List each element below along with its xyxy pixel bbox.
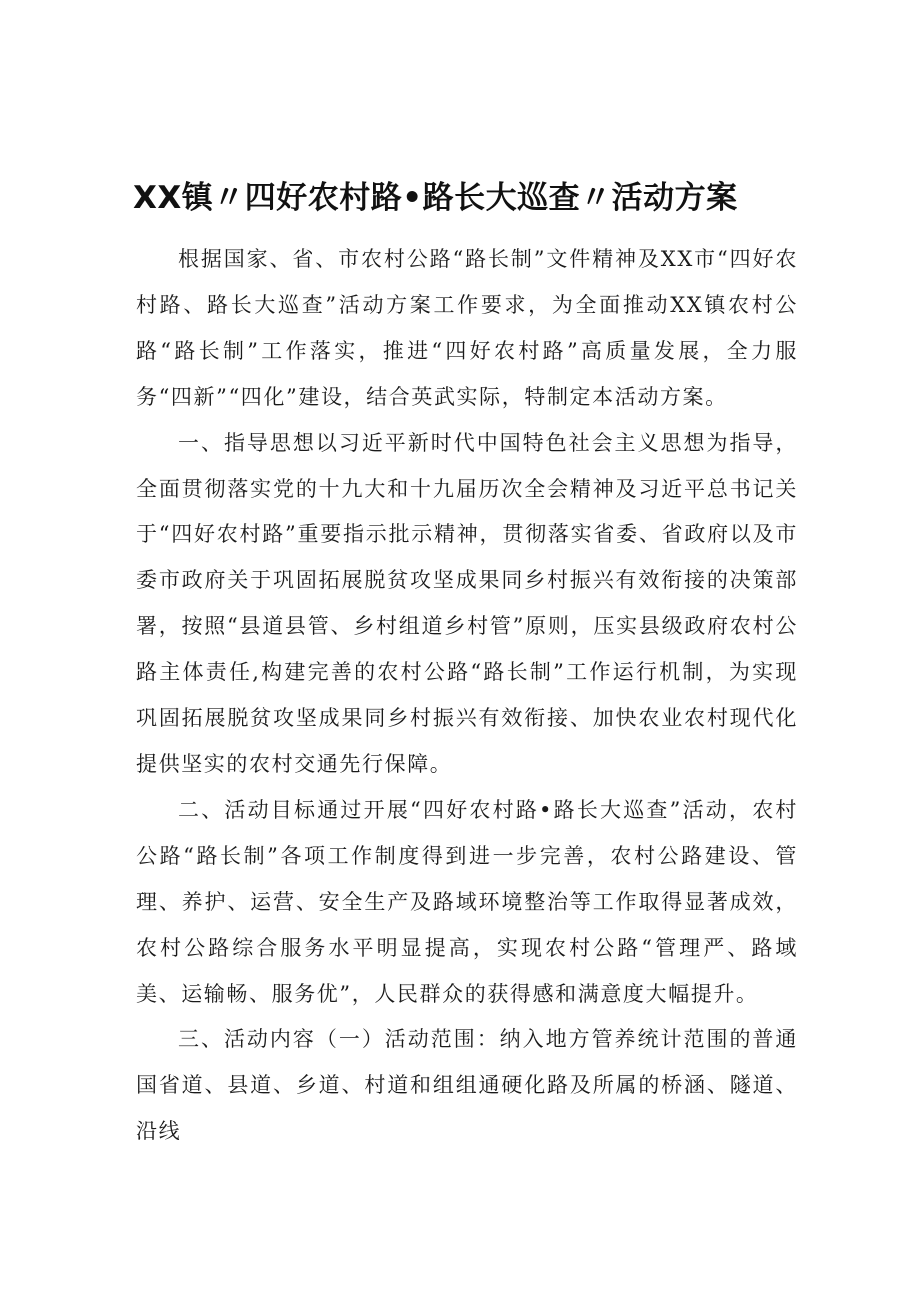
paragraph-activity-content: 三、活动内容（一）活动范围：纳入地方管养统计范围的普通国省道、县道、乡道、村道和组组通硬化路及所属的桥涵、隧道、沿线	[136, 1027, 798, 1144]
paragraph-activity-goals: 二、活动目标通过开展“四好农村路•路长大巡查”活动，农村公路“路长制”各项工作制度得到进一步完善，农村公路建设、管理、养护、运营、安全生产及路域环境整治等工作取得显著成效，农村公路综合服务水平明显提高，实现农村公路“管理严、路域美、运输畅、服务优”，人民群众的获得感和满意度大幅提升。	[136, 797, 798, 1006]
paragraph-intro: 根据国家、省、市农村公路“路长制”文件精神及XX市“四好农村路、路长大巡查”活动方案工作要求，为全面推动XX镇农村公路“路长制”工作落实，推进“四好农村路”高质量发展，全力服务“四新”“四化”建设，结合英武实际，特制定本活动方案。	[136, 247, 798, 409]
document-title: XX镇〃四好农村路•路长大巡查〃活动方案	[133, 180, 738, 216]
paragraph-guiding-ideology: 一、指导思想以习近平新时代中国特色社会主义思想为指导，全面贯彻落实党的十九大和十九届历次全会精神及习近平总书记关于“四好农村路”重要指示批示精神，贯彻落实省委、省政府以及市委市政府关于巩固拓展脱贫攻坚成果同乡村振兴有效衔接的决策部署，按照“县道县管、乡村组道乡村管”原则，压实县级政府农村公路主体责任,构建完善的农村公路“路长制”工作运行机制，为实现巩固拓展脱贫攻坚成果同乡村振兴有效衔接、加快农业农村现代化提供坚实的农村交通先行保障。	[136, 430, 798, 776]
document-body	[136, 237, 798, 1155]
